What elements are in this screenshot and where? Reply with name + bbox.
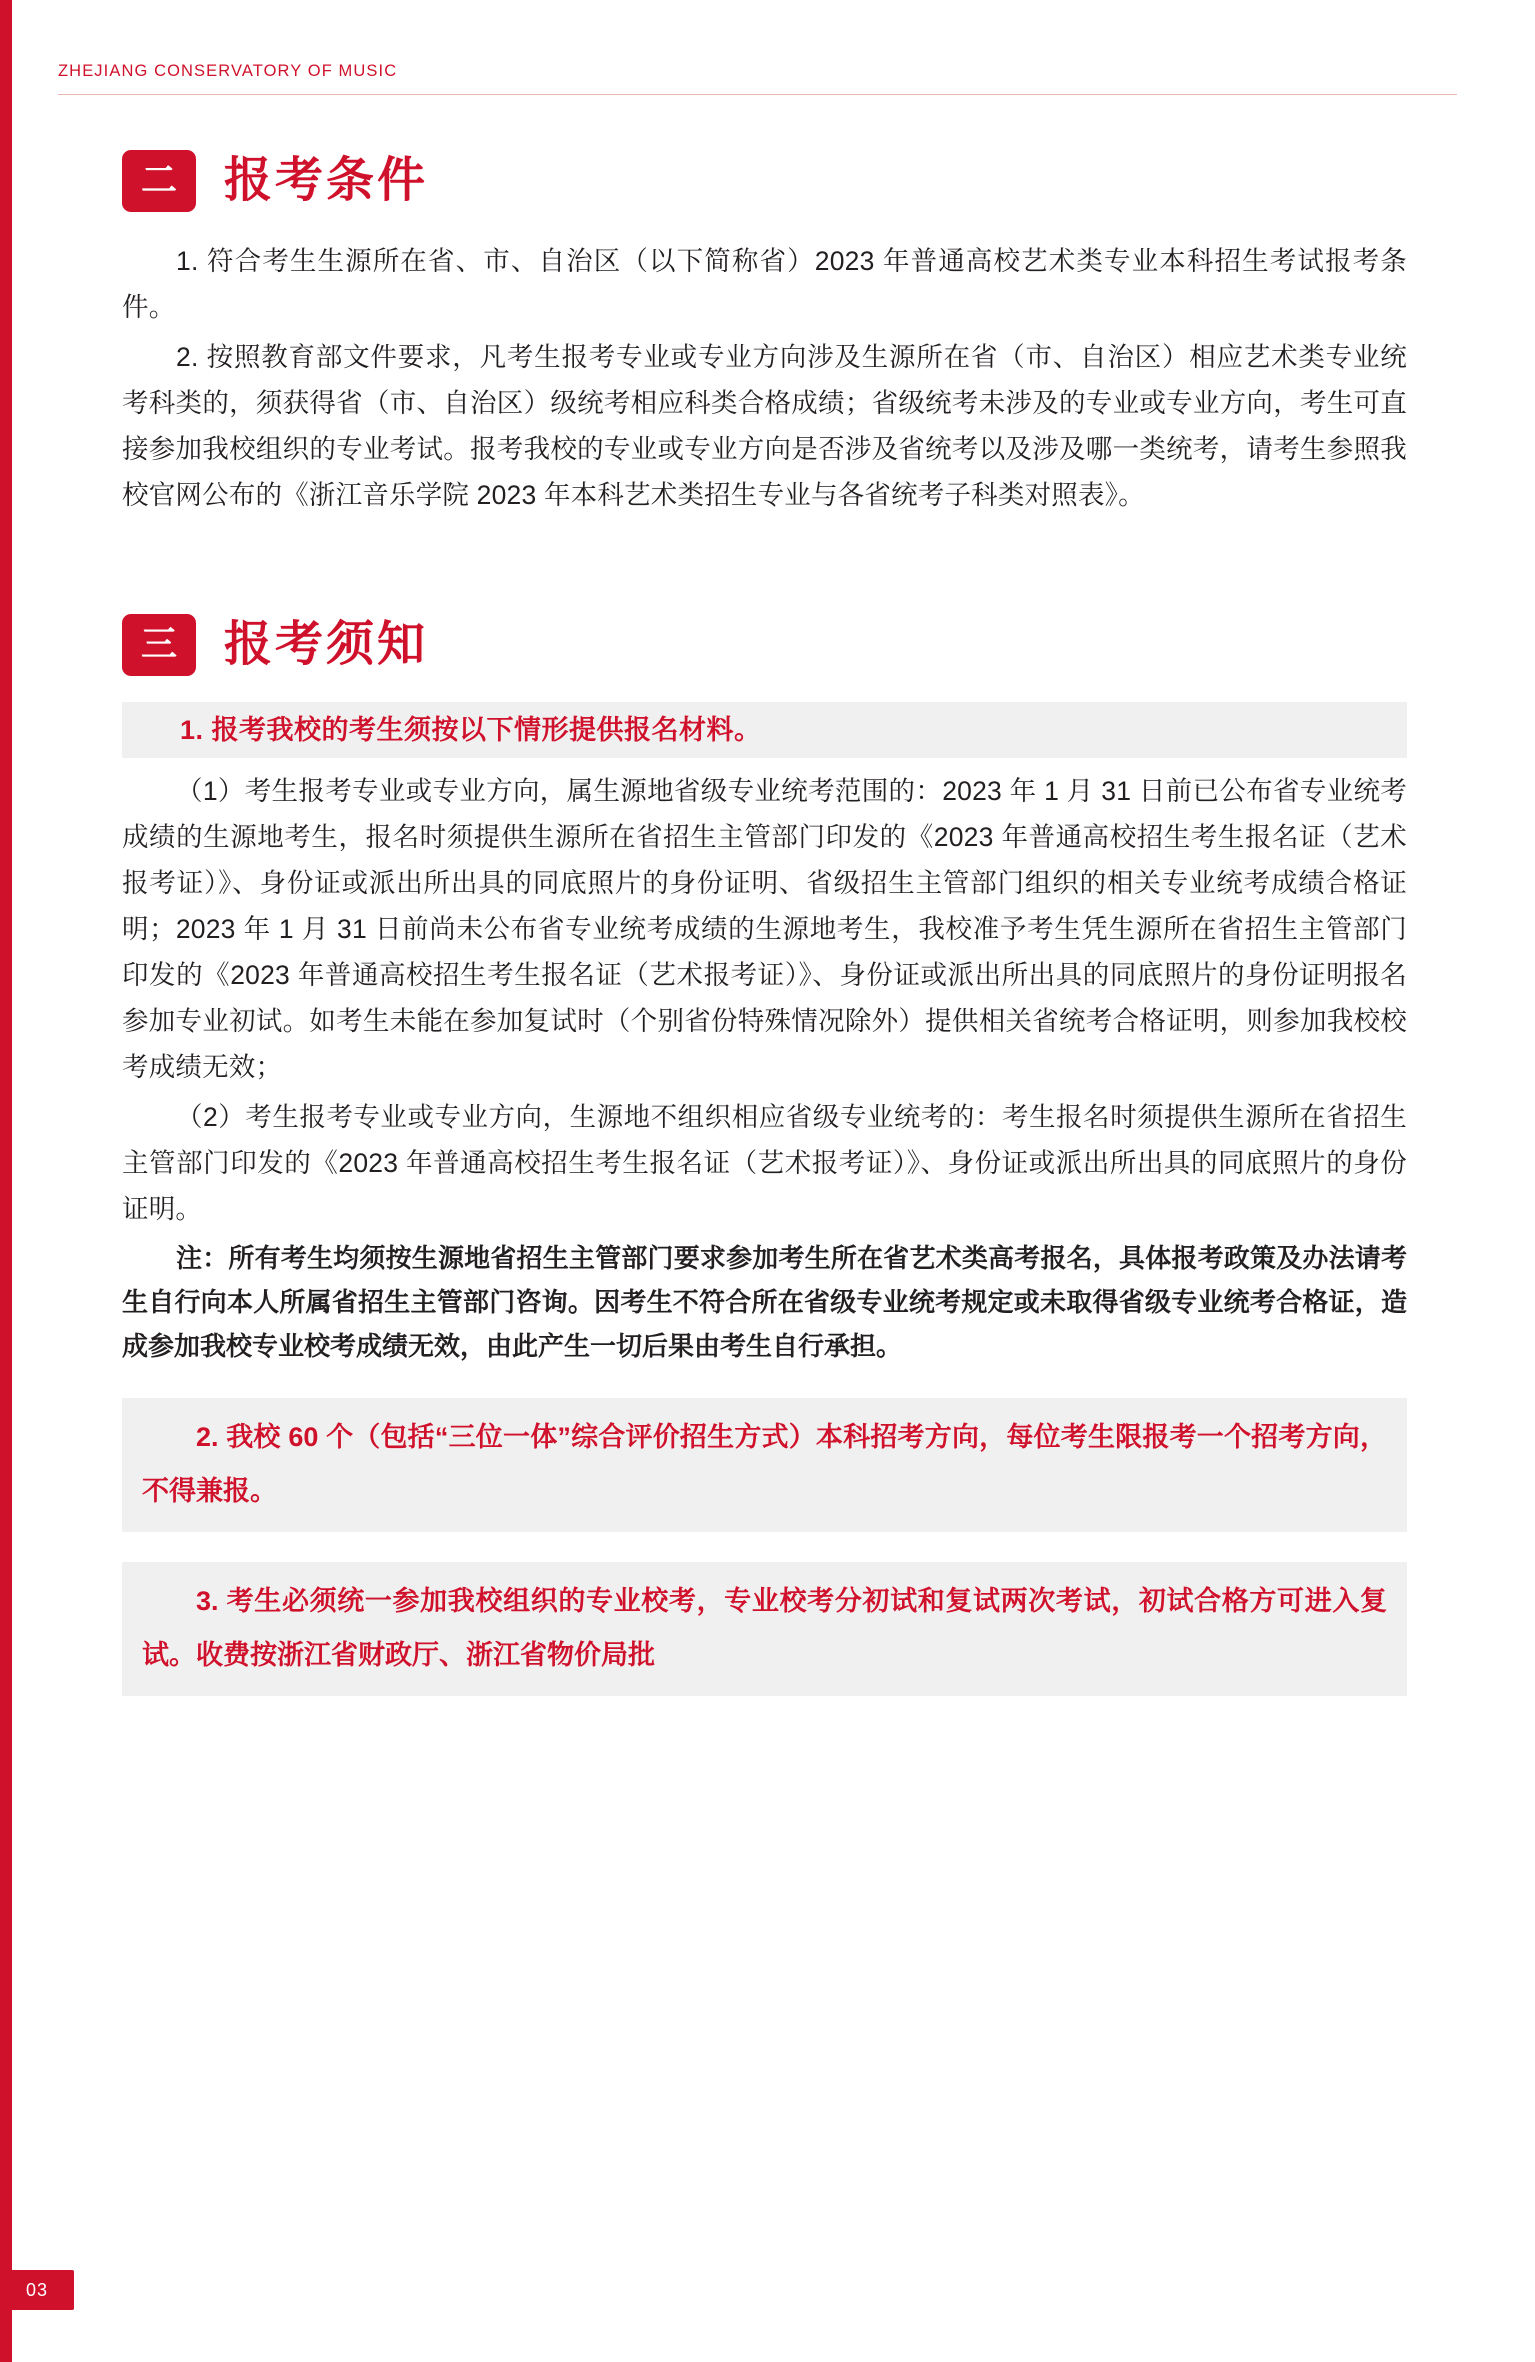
- highlight-text: 2. 我校 60 个（包括“三位一体”综合评价招生方式）本科招考方向，每位考生限报考一个招考方向，不得兼报。: [142, 1422, 1387, 1506]
- section-body-2: [122, 238, 1407, 518]
- header-divider: [58, 94, 1457, 95]
- page-header: [58, 62, 1457, 102]
- paragraph: 1. 符合考生生源所在省、市、自治区（以下简称省）2023 年普通高校艺术类专业本科招生考试报考条件。: [122, 246, 1407, 322]
- section-title-2: 报考条件: [224, 154, 429, 207]
- paragraph: （1）考生报考专业或专业方向，属生源地省级专业统考范围的：2023 年 1 月 31 日前已公布省专业统考成绩的生源地考生，报名时须提供生源所在省招生主管部门印发的《2023 年普通高校招生考生报名证（艺术报考证）》、身份证或派出所出具的同底照片的身份证明、省级招生主管部门组织的相关专业统考成绩合格证明；2023 年 1 月 31 日前尚未公布省专业统考成绩的生源地考生，我校准予考生凭生源所在省招生主管部门印发的《2023 年普通高校招生考生报名证（艺术报考证）》、身份证或派出所出具的同底照片的身份证明报名参加专业初试。如考生未能在参加复试时（个别省份特殊情况除外）提供相关省统考合格证明，则参加我校校考成绩无效；: [122, 776, 1407, 1082]
- paragraph: （2）考生报考专业或专业方向，生源地不组织相应省级专业统考的：考生报名时须提供生源所在省招生主管部门印发的《2023 年普通高校招生考生报名证（艺术报考证）》、身份证或派出所出具的同底照片的身份证明。: [122, 1102, 1407, 1224]
- section-badge-3: 三: [122, 614, 196, 676]
- paragraph: 2. 按照教育部文件要求，凡考生报考专业或专业方向涉及生源所在省（市、自治区）相应艺术类专业统考科类的，须获得省（市、自治区）级统考相应科类合格成绩；省级统考未涉及的专业或专业方向，考生可直接参加我校组织的专业考试。报考我校的专业或专业方向是否涉及省统考以及涉及哪一类统考，请考生参照我校官网公布的《浙江音乐学院 2023 年本科艺术类招生专业与各省统考子科类对照表》。: [122, 342, 1407, 510]
- section-heading-3: [122, 614, 1407, 676]
- institution-name: ZHEJIANG CONSERVATORY OF MUSIC: [58, 62, 398, 80]
- page-content: [122, 150, 1407, 1696]
- left-edge-bar: [0, 0, 12, 2362]
- subsection-heading: 1. 报考我校的考生须按以下情形提供报名材料。: [122, 702, 1407, 758]
- section-body-3: [122, 702, 1407, 1696]
- page-number-tab: 03: [0, 2270, 74, 2310]
- section-title-3: 报考须知: [224, 618, 429, 671]
- highlight-text: 3. 考生必须统一参加我校组织的专业校考，专业校考分初试和复试两次考试，初试合格方可进入复试。收费按浙江省财政厅、浙江省物价局批: [142, 1586, 1387, 1670]
- note-paragraph: 注：所有考生均须按生源地省招生主管部门要求参加考生所在省艺术类高考报名，具体报考政策及办法请考生自行向本人所属省招生主管部门咨询。因考生不符合所在省级专业统考规定或未取得省级专业统考合格证，造成参加我校专业校考成绩无效，由此产生一切后果由考生自行承担。: [122, 1243, 1407, 1361]
- highlight-block-2: [122, 1398, 1407, 1532]
- section-badge-2: 二: [122, 150, 196, 212]
- section-heading-2: [122, 150, 1407, 212]
- highlight-block-3: [122, 1562, 1407, 1696]
